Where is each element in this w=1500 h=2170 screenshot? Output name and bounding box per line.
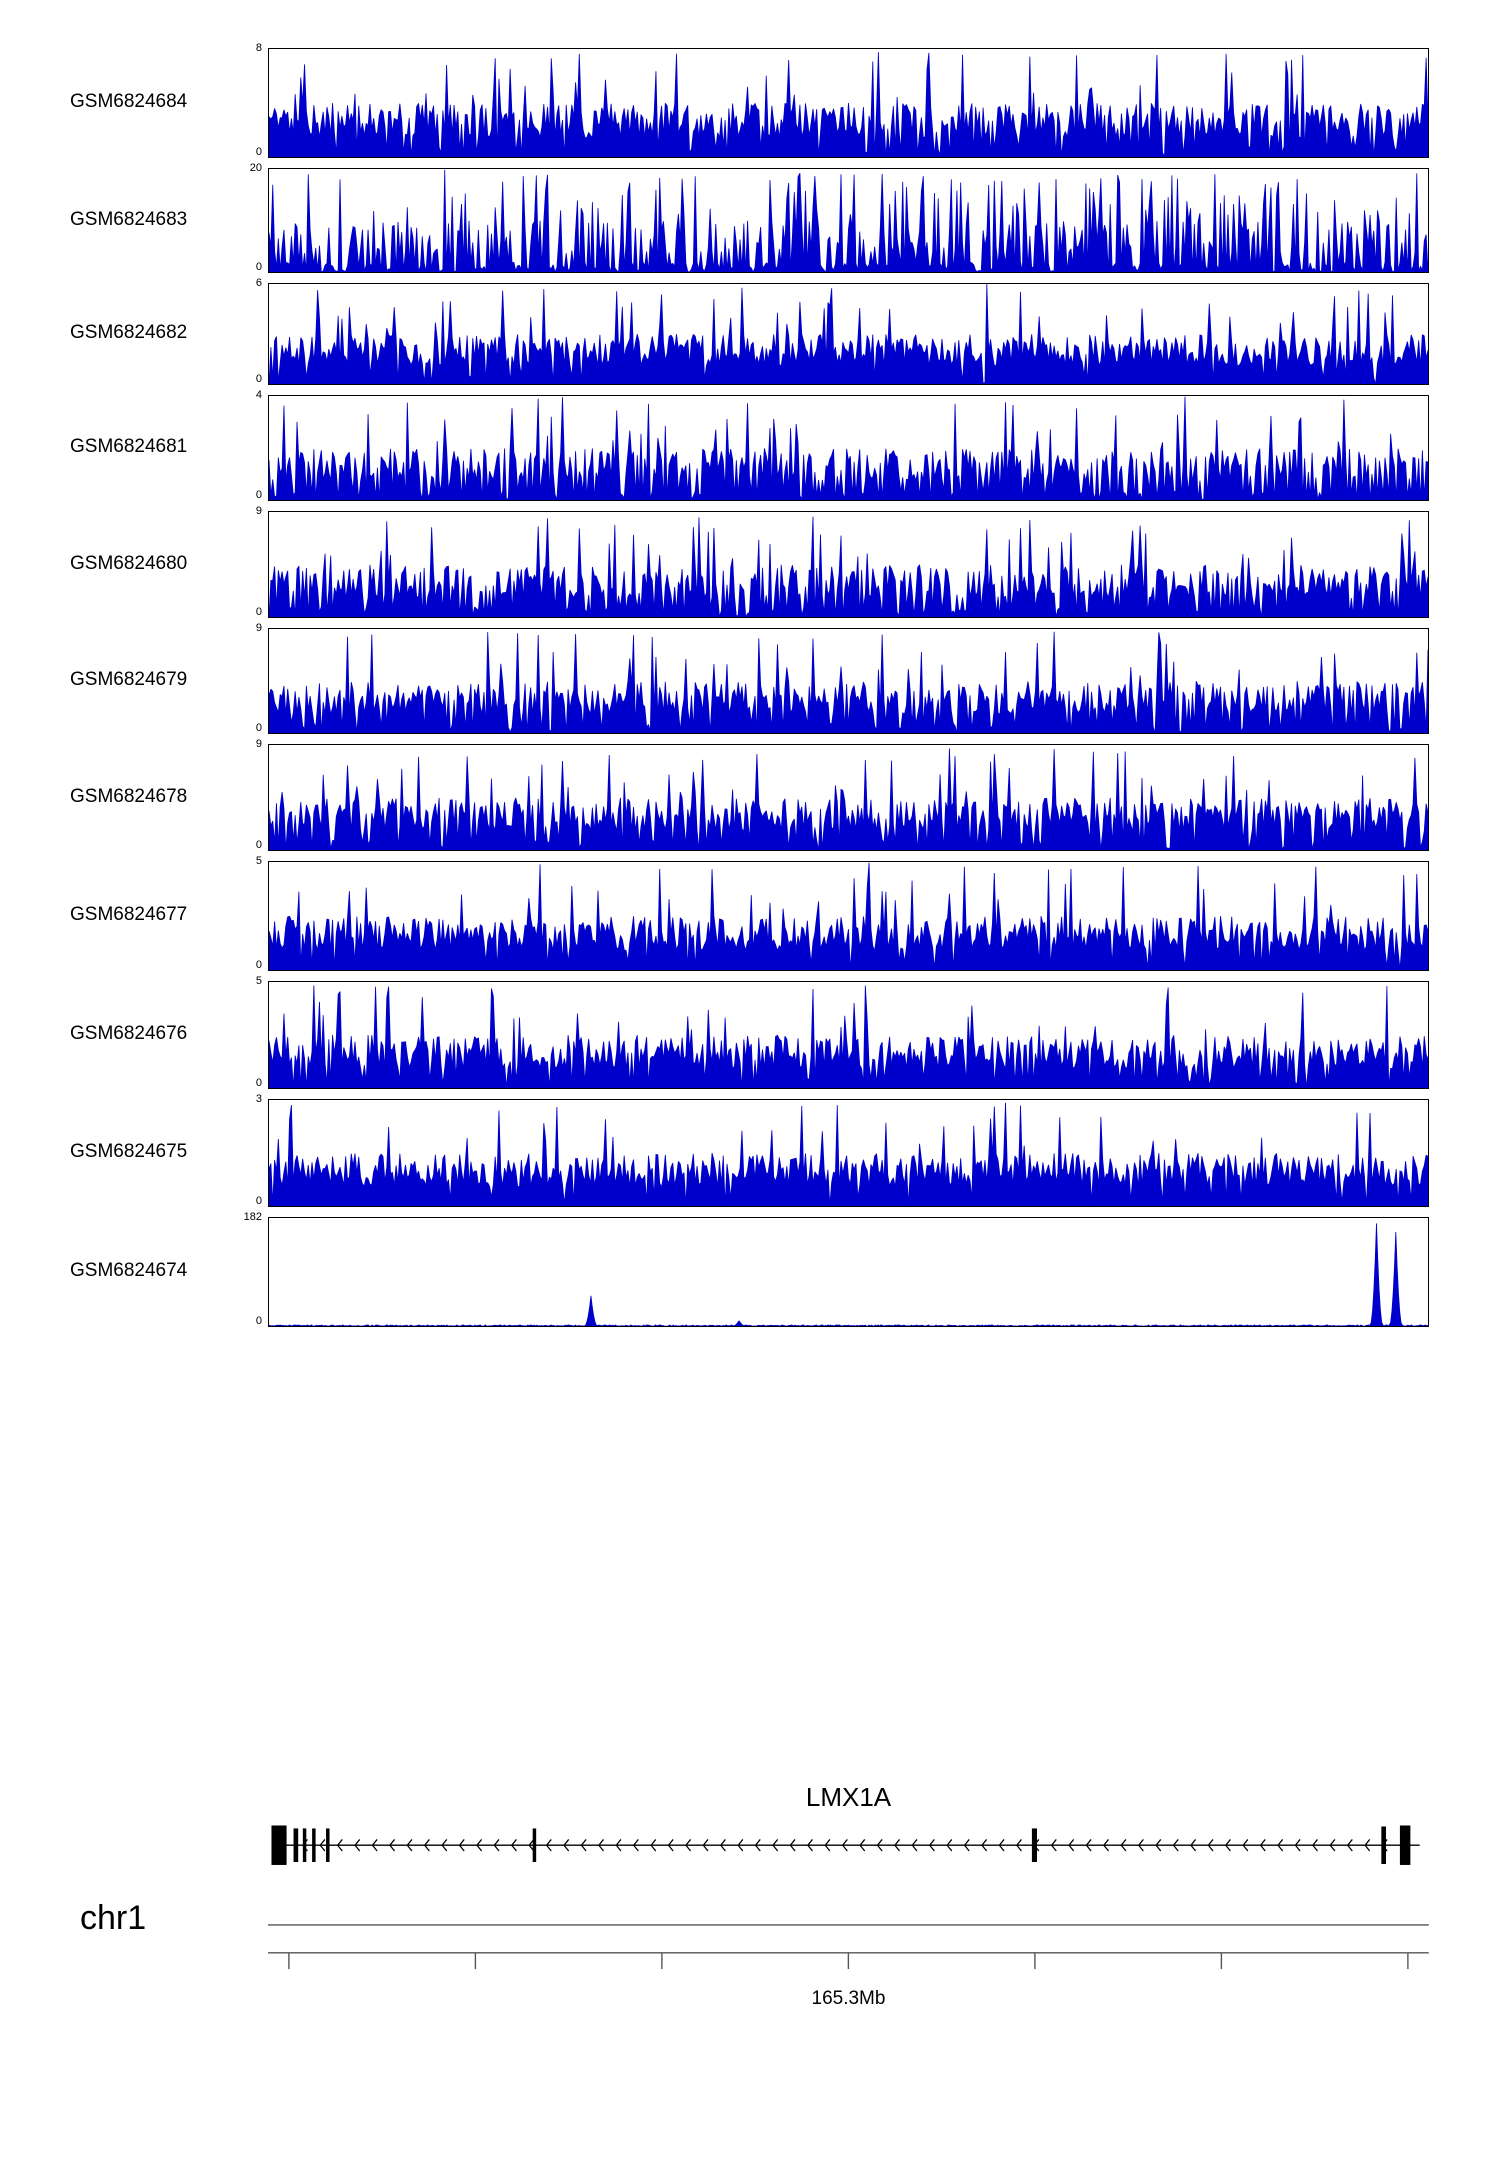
axis-max-label: 9 — [255, 622, 262, 634]
axis-min-label: 0 — [255, 839, 262, 851]
axis-min-label: 0 — [255, 722, 262, 734]
gene-label: LMX1A — [805, 1782, 892, 1812]
coverage-track-gsm6824674[interactable] — [268, 1217, 1429, 1327]
track-axis-gsm6824676 — [200, 975, 262, 1089]
axis-max-label: 182 — [243, 1211, 262, 1223]
track-axis-gsm6824677 — [200, 855, 262, 971]
coverage-track-gsm6824680[interactable] — [268, 511, 1429, 618]
axis-min-label: 0 — [255, 146, 262, 158]
track-label-gsm6824679: GSM6824679 — [70, 669, 188, 690]
track-axis-gsm6824682 — [200, 277, 262, 385]
track-axis-gsm6824681 — [200, 389, 262, 501]
axis-max-label: 9 — [255, 738, 262, 750]
axis-min-label: 0 — [255, 1195, 262, 1207]
track-label-gsm6824676: GSM6824676 — [70, 1023, 188, 1044]
axis-max-label: 5 — [255, 975, 262, 987]
ruler-tick-label: 165.3Mb — [811, 1988, 886, 2009]
axis-max-label: 3 — [255, 1093, 262, 1105]
coverage-track-gsm6824679[interactable] — [268, 628, 1429, 734]
track-label-gsm6824677: GSM6824677 — [70, 904, 188, 925]
coverage-track-gsm6824675[interactable] — [268, 1099, 1429, 1207]
coverage-track-gsm6824682[interactable] — [268, 283, 1429, 385]
axis-min-label: 0 — [255, 1077, 262, 1089]
track-label-gsm6824684: GSM6824684 — [70, 91, 188, 112]
axis-max-label: 6 — [255, 277, 262, 289]
axis-min-label: 0 — [255, 489, 262, 501]
axis-min-label: 0 — [255, 606, 262, 618]
axis-max-label: 9 — [255, 505, 262, 517]
gene-model — [268, 1822, 1429, 1870]
axis-max-label: 4 — [255, 389, 262, 401]
track-label-gsm6824681: GSM6824681 — [70, 436, 188, 457]
coverage-track-gsm6824681[interactable] — [268, 395, 1429, 501]
track-label-gsm6824683: GSM6824683 — [70, 208, 188, 230]
track-label-gsm6824678: GSM6824678 — [70, 785, 188, 807]
track-label-gsm6824680: GSM6824680 — [70, 552, 188, 574]
coverage-track-gsm6824676[interactable] — [268, 981, 1429, 1089]
coverage-track-gsm6824683[interactable] — [268, 168, 1429, 273]
track-axis-gsm6824680 — [200, 505, 262, 618]
track-axis-gsm6824675 — [200, 1093, 262, 1207]
track-axis-gsm6824683 — [200, 162, 262, 273]
axis-min-label: 0 — [255, 373, 262, 385]
track-label-gsm6824675: GSM6824675 — [70, 1141, 188, 1162]
track-label-gsm6824682: GSM6824682 — [70, 322, 188, 343]
axis-max-label: 5 — [255, 855, 262, 867]
coordinate-ruler — [268, 1918, 1429, 1980]
axis-max-label: 20 — [249, 162, 262, 174]
coverage-track-gsm6824678[interactable] — [268, 744, 1429, 851]
axis-min-label: 0 — [255, 1315, 262, 1327]
track-axis-gsm6824684 — [200, 42, 262, 158]
axis-min-label: 0 — [255, 261, 262, 273]
chromosome-label: chr1 — [80, 1899, 147, 1937]
track-axis-gsm6824678 — [200, 738, 262, 851]
coverage-track-gsm6824684[interactable] — [268, 48, 1429, 158]
track-label-gsm6824674: GSM6824674 — [70, 1260, 188, 1281]
track-axis-gsm6824674 — [200, 1211, 262, 1327]
coverage-track-gsm6824677[interactable] — [268, 861, 1429, 971]
axis-min-label: 0 — [255, 959, 262, 971]
track-axis-gsm6824679 — [200, 622, 262, 734]
axis-max-label: 8 — [255, 42, 262, 54]
